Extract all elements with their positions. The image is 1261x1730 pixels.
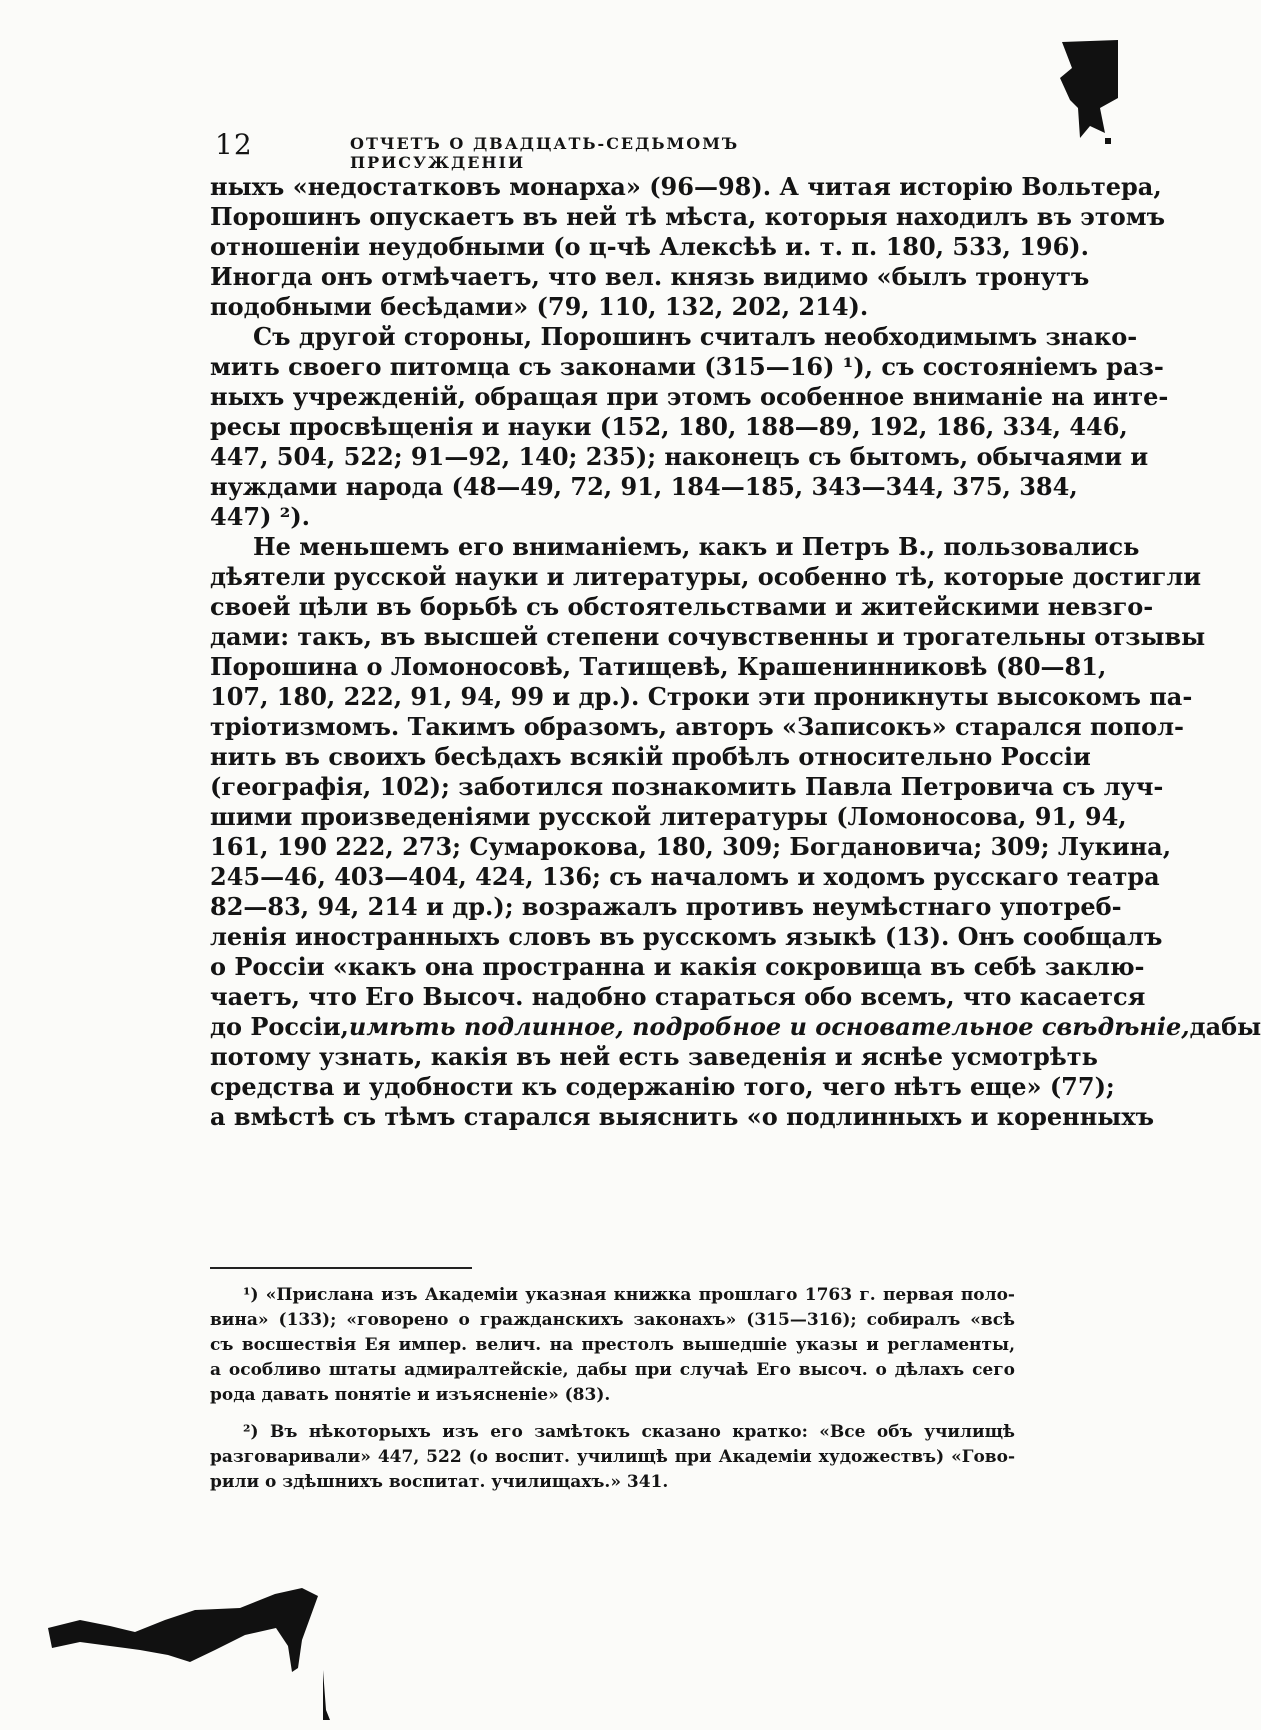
text-line: ленія иностранныхъ словъ въ русскомъ языкѣ (13). Онъ сообщалъ [210,922,1163,951]
text-line: ныхъ «недостатковъ монарха» (96—98). А читая исторію Вольтера, [210,172,1162,201]
footnote-line: разговаривали» 447, 522 (о воспит. училищѣ при Академіи художествъ) «Гово- [210,1447,1015,1467]
ink-blot-top-right [1050,38,1120,148]
text-line: дами: такъ, въ высшей степени сочувственны и трогательны отзывы [210,622,1206,651]
text-line: нуждами народа (48—49, 72, 91, 184—185, 343—344, 375, 384, [210,472,1078,501]
page-header [215,128,915,172]
text-line: 447) ²). [210,502,311,531]
text-line: а вмѣстѣ съ тѣмъ старался выяснить «о подлинныхъ и коренныхъ [210,1102,1155,1131]
text-line: ныхъ учрежденій, обращая при этомъ особенное вниманіе на инте- [210,382,1169,411]
footnote-line: рода давать понятіе и изъясненіе» (83). [210,1385,611,1405]
text-line: Порошинъ опускаетъ въ ней тѣ мѣста, которыя находилъ въ этомъ [210,202,1165,231]
ink-smudge-bottom-left [40,1580,380,1725]
text-line: шими произведеніями русской литературы (Ломоносова, 91, 94, [210,802,1127,831]
footnote-line: а особливо штаты адмиралтейскіе, дабы при случаѣ Его высоч. о дѣлахъ сего [210,1360,1015,1380]
footnote-line: вина» (133); «говорено о гражданскихъ законахъ» (315—316); собиралъ «всѣ [210,1310,1015,1330]
text-line: своей цѣли въ борьбѣ съ обстоятельствами и житейскими невзго- [210,592,1154,621]
text-line: дѣятели русской науки и литературы, особенно тѣ, которые достигли [210,562,1202,591]
text-line: нить въ своихъ бесѣдахъ всякій пробѣлъ относительно Россіи [210,742,1091,771]
text-line: потому узнать, какія въ ней есть заведенія и яснѣе усмотрѣть [210,1042,1098,1071]
text-line: Съ другой стороны, Порошинъ считалъ необходимымъ знако- [253,322,1138,351]
text-line: 245—46, 403—404, 424, 136; съ началомъ и ходомъ русскаго театра [210,862,1160,891]
text-line: тріотизмомъ. Такимъ образомъ, авторъ «Записокъ» старался попол- [210,712,1185,741]
text-line: 82—83, 94, 214 и др.); возражалъ противъ неумѣстнаго употреб- [210,892,1122,921]
text-line: 447, 504, 522; 91—92, 140; 235); наконецъ съ бытомъ, обычаями и [210,442,1149,471]
footnote-line: ²) Въ нѣкоторыхъ изъ его замѣтокъ сказано кратко: «Все объ училищѣ [243,1422,1015,1442]
text-segment: до Россіи, [210,1012,349,1041]
text-line: ресы просвѣщенія и науки (152, 180, 188—89, 192, 186, 334, 446, [210,412,1128,441]
text-line: Порошина о Ломоносовѣ, Татищевѣ, Крашенинниковѣ (80—81, [210,652,1107,681]
text-line: Иногда онъ отмѣчаетъ, что вел. князь видимо «былъ тронутъ [210,262,1090,291]
text-line: о Россіи «какъ она пространна и какія сокровища въ себѣ заклю- [210,952,1145,981]
italic-emphasis: имѣть подлинное, подробное и основательное свѣдѣніе, [348,1012,1190,1041]
footnote-line: рили о здѣшнихъ воспитат. училищахъ.» 341. [210,1472,669,1492]
text-line: Не меньшемъ его вниманіемъ, какъ и Петръ В., пользовались [253,532,1140,561]
running-title: ОТЧЕТЪ О ДВАДЦАТЬ-СЕДЬМОМЪ ПРИСУЖДЕНІИ [350,134,740,172]
footnote-line: съ восшествія Ея импер. велич. на престолъ вышедшіе указы и регламенты, [210,1335,1015,1355]
text-segment: дабы [1189,1012,1261,1041]
text-line: отношеніи неудобными (о ц-чѣ Алексѣѣ и. т. п. 180, 533, 196). [210,232,1089,261]
text-line-with-italic [210,1010,1261,1043]
text-line: 161, 190 222, 273; Сумарокова, 180, 309; Богдановича; 309; Лукина, [210,832,1172,861]
text-line: мить своего питомца съ законами (315—16) ¹), съ состояніемъ раз- [210,352,1164,381]
footnote-line: ¹) «Прислана изъ Академіи указная книжка прошлаго 1763 г. первая поло- [243,1285,1015,1305]
text-line: средства и удобности къ содержанію того, чего нѣтъ еще» (77); [210,1072,1115,1101]
page-number: 12 [215,128,253,161]
text-line: чаетъ, что Его Высоч. надобно стараться обо всемъ, что касается [210,982,1146,1011]
text-line: 107, 180, 222, 91, 94, 99 и др.). Строки эти проникнуты высокомъ па- [210,682,1193,711]
footnote-rule [210,1267,472,1269]
text-line: (географія, 102); заботился познакомить Павла Петровича съ луч- [210,772,1164,801]
text-line: подобными бесѣдами» (79, 110, 132, 202, 214). [210,292,869,321]
